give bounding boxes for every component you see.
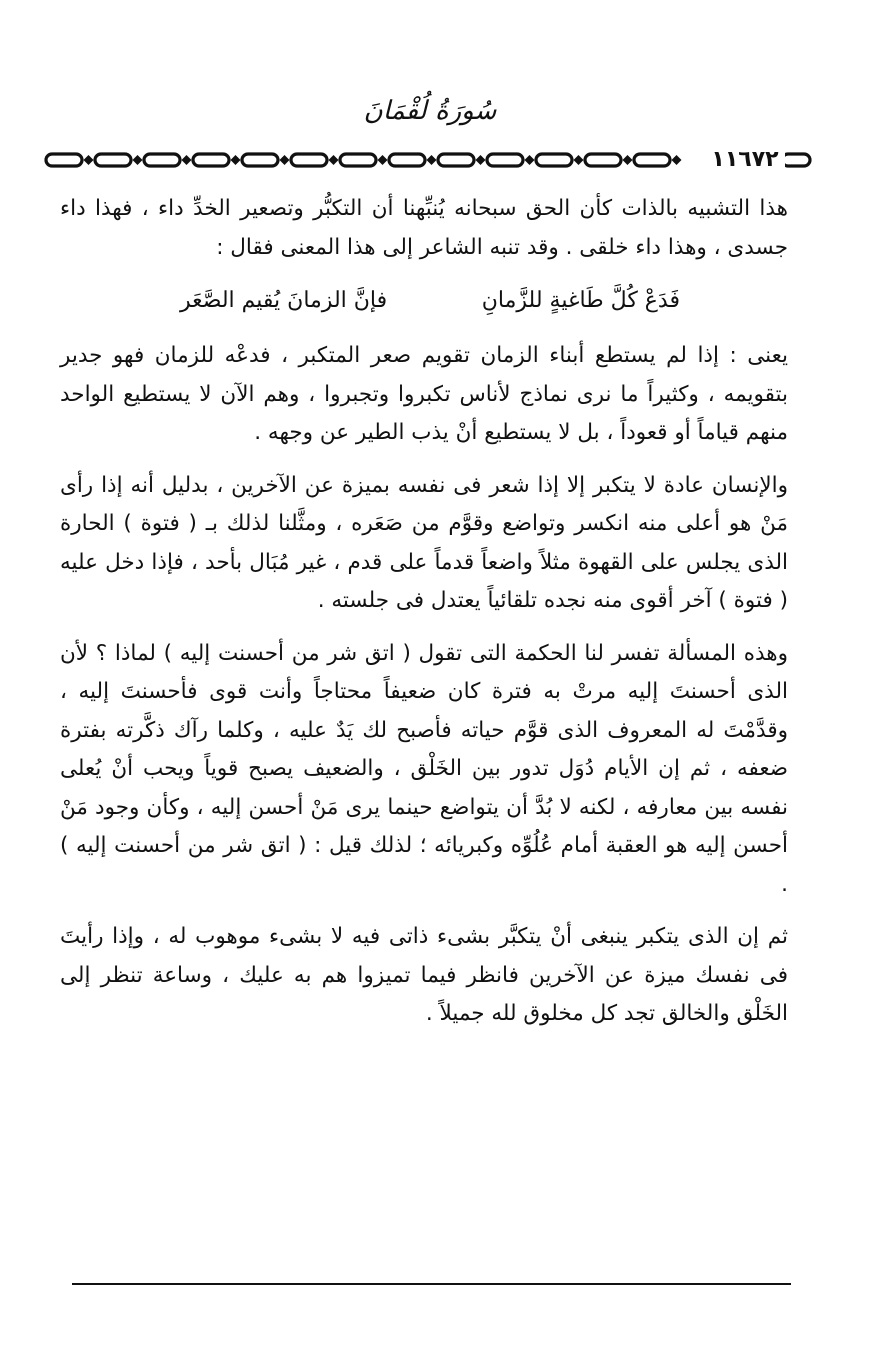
chain-diamond [378,155,388,165]
chain-link [634,154,670,166]
chain-diamond [133,155,143,165]
chain-diamond [182,155,192,165]
verse-hemistich-second: فإنَّ الزمانَ يُقيم الصَّعَر [180,288,388,313]
footer-rule [72,1283,791,1285]
paragraph: والإنسان عادة لا يتكبر إلا إذا شعر فى نفسه بميزة عن الآخرين ، بدليل أنه إذا رأى مَنْ هو أعلى منه انكسر وتواضع وقوَّم من صَعَره ، ومثَّلنا لذلك بـ ( فتوة ) الحارة الذى يجلس على القهوة مثلاً واضعاً قدماً على قدم ، غير مُبَال بأحد ، فإذا دخل عليه ( فتوة ) آخر أقوى منه نجده تلقائياً يعتدل فى جلسته . [60,472,788,613]
chain-link [144,154,180,166]
chain-link [438,154,474,166]
chain-link [536,154,572,166]
chain-link [193,154,229,166]
paragraph: وهذه المسألة تفسر لنا الحكمة التى تقول ( اتق شر من أحسنت إليه ) لماذا ؟ لأن الذى أحسنتَ إليه مرتْ به فترة كان ضعيفاً محتاجاً وأنت قوى فأحسنتَ إليه ، وقدَّمْتَ له المعروف الذى قوَّم حياته فأصبح لك يَدٌ عليه ، وكلما رآك ذكَّرته بفترة ضعفه ، ثم إن الأيام دُوَل تدور بين الخَلْق ، والضعيف يصبح قوياً ويحب أنْ يُعلى نفسه بين معارفه ، لكنه لا بُدَّ أن يتواضع حينما يرى مَنْ أحسن إليه ، وكأن وجود مَنْ أحسن إليه هو العقبة أمام عُلُوِّه وكبريائه ؛ لذلك قيل : ( اتق شر من أحسنت إليه ) . [60,640,788,897]
page-number: ١١٦٧٢ [705,142,785,178]
chain-diamond [329,155,339,165]
paragraph: ثم إن الذى يتكبر ينبغى أنْ يتكبَّر بشىء ذاتى فيه لا بشىء موهوب له ، وإذا رأيتَ فى نفسك ميزة عن الآخرين فانظر فيما تميزوا هم به عليك ، وساعة تنظر إلى الخَلْق والخالق تجد كل مخلوق لله جميلاً . [60,924,788,1026]
chain-diamond [525,155,535,165]
chain-diamond [574,155,584,165]
chain-diamond [623,155,633,165]
chain-diamond [84,155,94,165]
chain-link [95,154,131,166]
chain-link [340,154,376,166]
paragraph: يعنى : إذا لم يستطع أبناء الزمان تقويم صعر المتكبر ، فدعْه للزمان فهو جدير بتقويمه ، وكثيراً ما نرى نماذج لأناس تكبروا وتجبروا ، وهم الآن لا يستطيع الواحد منهم قياماً أو قعوداً ، بل لا يستطيع أنْ يذب الطير عن وجهه . [60,343,788,445]
chain-diamond [427,155,437,165]
chain-link [782,154,810,166]
chain-link [585,154,621,166]
chain-diamond [280,155,290,165]
surah-title: سُورَةُ لُقْمَانَ [363,96,497,126]
chain-diamond [476,155,486,165]
chain-link [46,154,82,166]
paragraph: هذا التشبيه بالذات كأن الحق سبحانه يُنبِّهنا أن التكبُّر وتصعير الخدِّ داء ، فهذا داء جسدى ، وهذا داء خلقى . وقد تنبه الشاعر إلى هذا المعنى فقال : [60,196,788,260]
page-body [60,190,788,1034]
verse-hemistich-first: فَدَعْ كُلَّ طَاغيةٍ للزَّمانِ [481,288,680,313]
chain-link [242,154,278,166]
poetry-verse [60,267,788,337]
decorative-chain-border [40,142,816,178]
chain-diamond [231,155,241,165]
chain-diamond [672,155,682,165]
chain-link [389,154,425,166]
chain-link [487,154,523,166]
chain-link [291,154,327,166]
